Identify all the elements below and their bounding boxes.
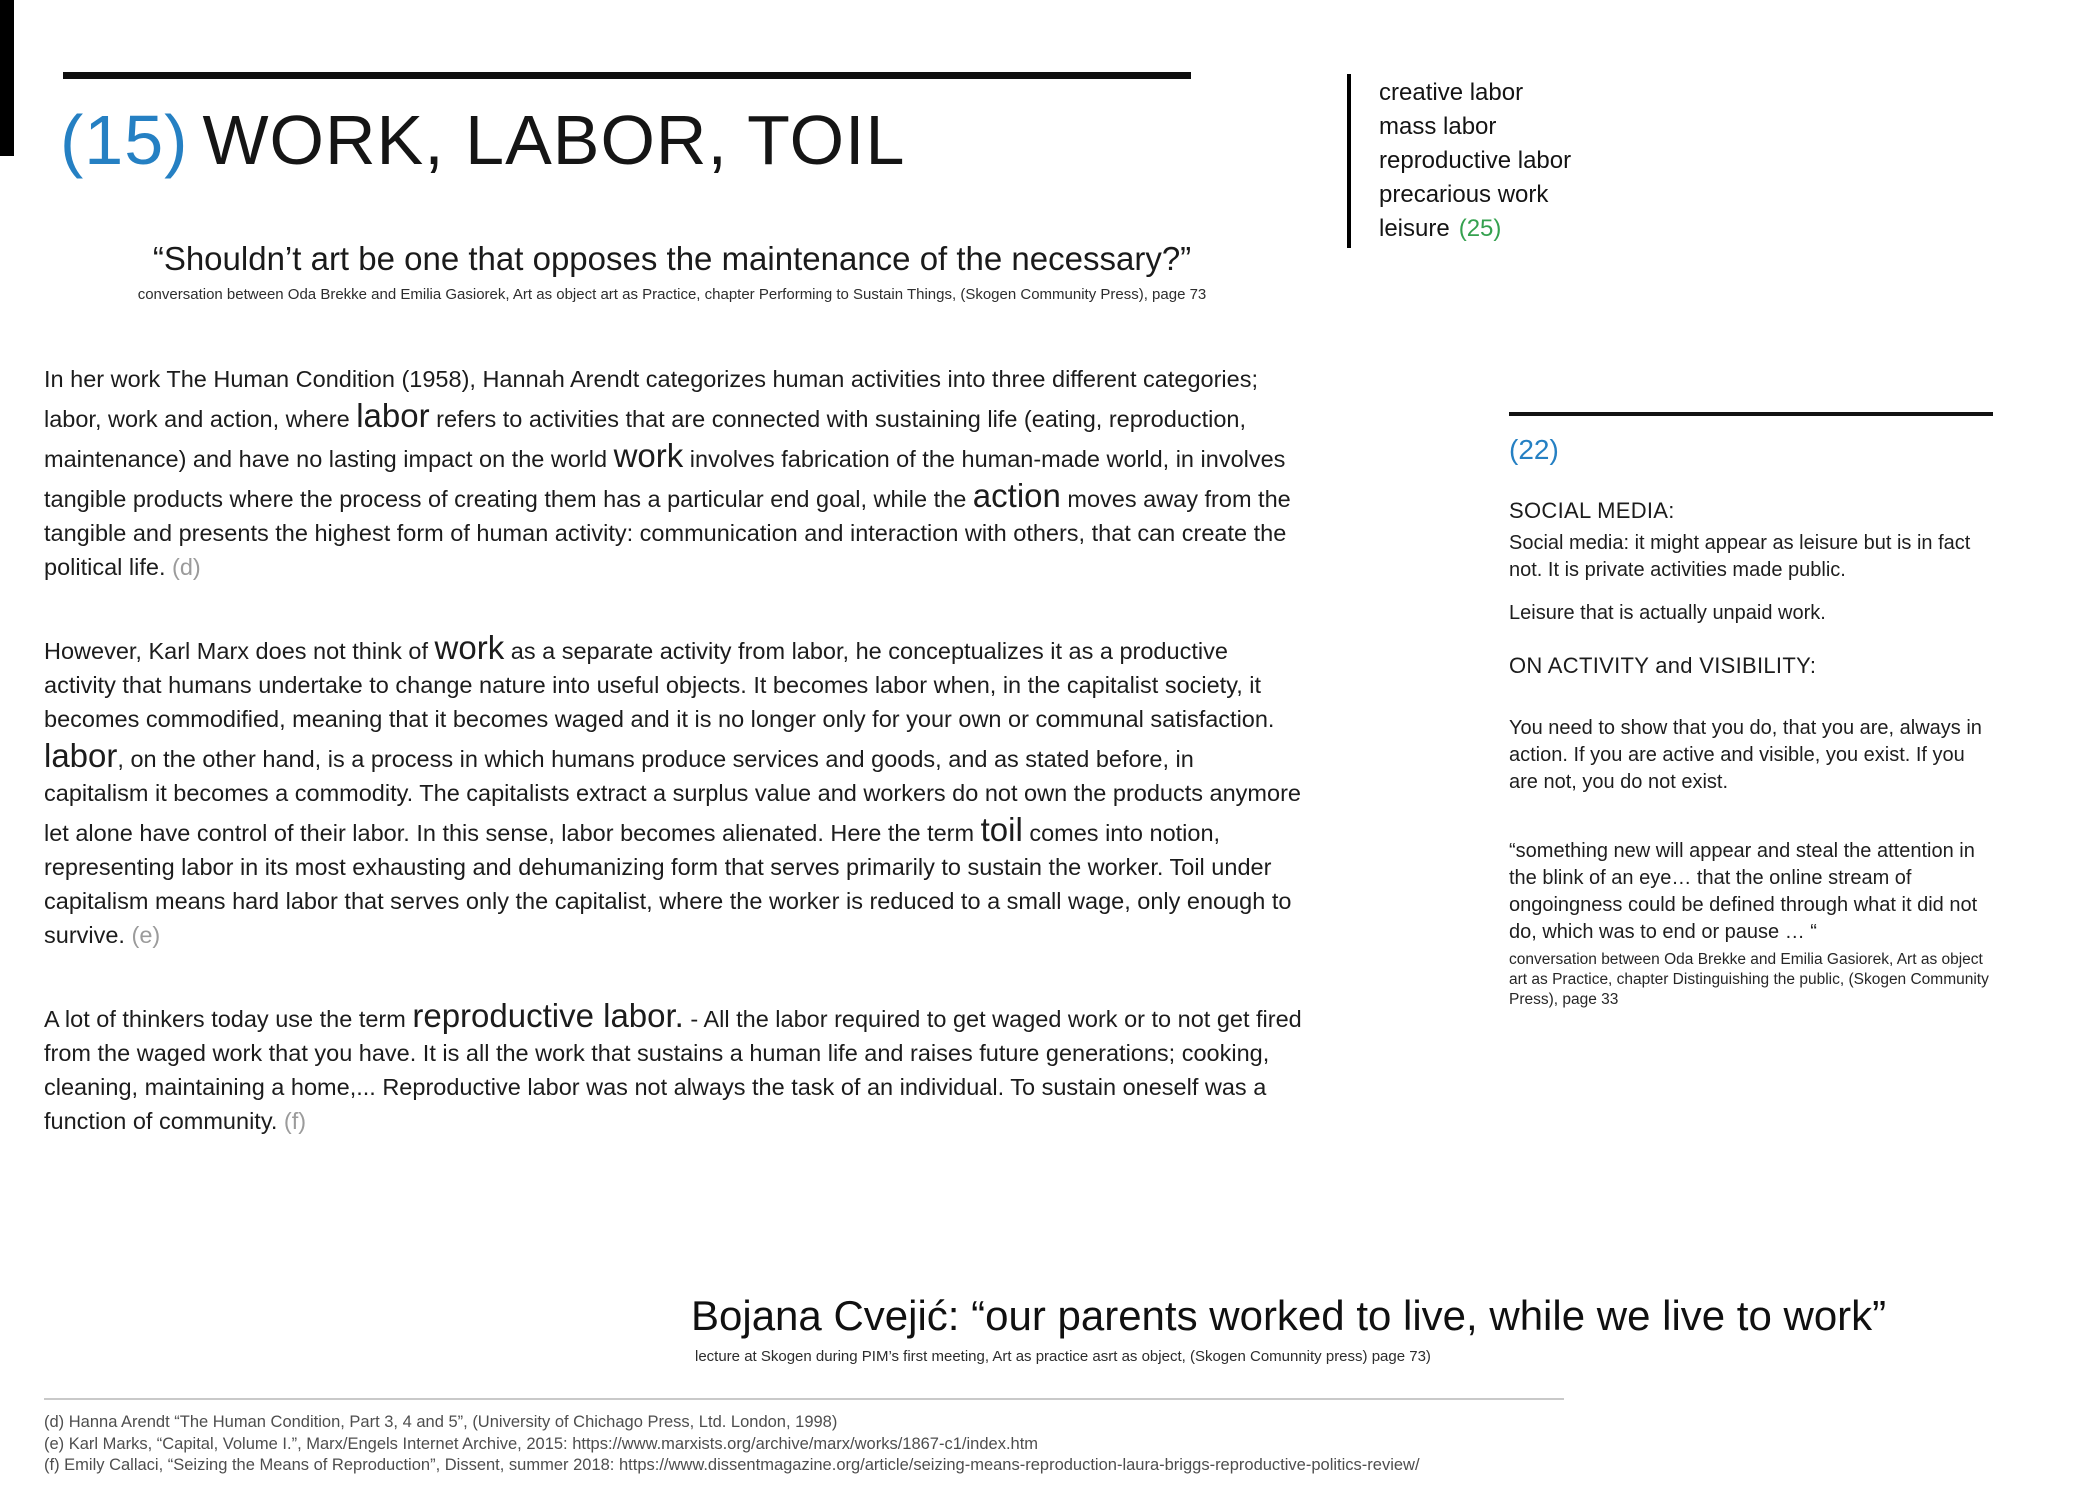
footnote-divider bbox=[44, 1398, 1564, 1400]
paragraph-arendt: In her work The Human Condition (1958), Hannah Arendt categorizes human activities into three different categories; labor, work and action, where labor refers to activities that are connected with sustaining life (eating, reproduction, maintenance) and have no lasting impact on the world work involves fabrication of the human-made world, in involves tangible products where the process of creating them has a particular end goal, while the action moves away from the tangible and presents the highest form of human activity: communication and interaction with others, that can create the political life. (d) bbox=[44, 366, 1291, 580]
body-text-column bbox=[44, 362, 1302, 1138]
title-rule bbox=[63, 72, 1191, 79]
side-note-number: (22) bbox=[1509, 434, 1559, 465]
keyword-label: creative labor bbox=[1379, 79, 1524, 106]
keyword-ref-green: (25) bbox=[1458, 215, 1502, 242]
corner-mark bbox=[0, 0, 14, 156]
side-note bbox=[1509, 412, 1997, 1010]
footnote-e: (e) Karl Marks, “Capital, Volume I.”, Marx/Engels Internet Archive, 2015: https://www.marxists.org/archive/marx/works/1867-c1/index.htm bbox=[44, 1434, 1039, 1453]
page-number: (15) bbox=[60, 101, 189, 179]
keyword-item bbox=[1379, 178, 1580, 212]
side-note-social-text: Social media: it might appear as leisure but is in fact not. It is private activities made public. bbox=[1509, 532, 1971, 581]
page-title bbox=[60, 100, 905, 180]
bottom-quote-attribution: lecture at Skogen during PIM’s first meeting, Art as practice asrt as object, (Skogen Comunnity press) page 73) bbox=[695, 1348, 1431, 1365]
pull-quote bbox=[44, 240, 1300, 303]
side-note-leisure-text: Leisure that is actually unpaid work. bbox=[1509, 602, 1826, 624]
keyword-label: precarious work bbox=[1379, 181, 1549, 208]
footnotes bbox=[44, 1412, 1420, 1477]
pull-quote-attribution: conversation between Oda Brekke and Emilia Gasiorek, Art as object art as Practice, chapter Performing to Sustain Things, (Skogen Community Press), page 73 bbox=[137, 286, 1207, 303]
side-note-quote: “something new will appear and steal the attention in the blink of an eye… that the online stream of ongoingness could be defined through what it did not do, which was to end or pause … “ bbox=[1509, 840, 1978, 943]
keyword-item bbox=[1379, 212, 1580, 246]
keyword-item bbox=[1379, 76, 1580, 110]
side-note-attribution: conversation between Oda Brekke and Emilia Gasiorek, Art as object art as Practice, chapter Distinguishing the public, (Skogen Community Press), page 33 bbox=[1509, 951, 1989, 1008]
side-note-activity-text: You need to show that you do, that you are, always in action. If you are active and visible, you exist. If you are not, you do not exist. bbox=[1509, 717, 1982, 793]
paragraph-marx: However, Karl Marx does not think of work as a separate activity from labor, he conceptualizes it as a productive activity that humans undertake to change nature into useful objects. It becomes labor when, in the capitalist society, it becomes commodified, meaning that it becomes waged and it is no longer only for your own or communal satisfaction. labor, on the other hand, is a process in which humans produce services and goods, and as stated before, in capitalism it becomes a commodity. The capitalists extract a surplus value and workers do not own the products anymore let alone have control of their labor. In this sense, labor becomes alienated. Here the term toil comes into notion, representing labor in its most exhausting and dehumanizing form that serves primarily to sustain the worker. Toil under capitalism means hard labor that serves only the capitalist, where the worker is reduced to a small wage, only enough to survive. (e) bbox=[44, 629, 1301, 948]
keyword-label: mass labor bbox=[1379, 113, 1497, 140]
paragraph-reproductive-labor: A lot of thinkers today use the term reproductive labor. - All the labor required to get waged work or to not get fired from the waged work that you have. It is all the work that sustains a human life and raises future generations; cooking, cleaning, maintaining a home,... Reproductive labor was not always the task of an individual. To sustain oneself was a function of community. (f) bbox=[44, 997, 1302, 1134]
page-title-text: WORK, LABOR, TOIL bbox=[202, 101, 906, 179]
keyword-label: reproductive labor bbox=[1379, 147, 1572, 174]
footnote-f: (f) Emily Callaci, “Seizing the Means of Reproduction”, Dissent, summer 2018: https://www.dissentmagazine.org/article/seizing-means-reproduction-laura-briggs-reproductive-politics-review/ bbox=[44, 1456, 1420, 1474]
pull-quote-text: “Shouldn’t art be one that opposes the maintenance of the necessary?” bbox=[152, 240, 1192, 277]
footnote-d: (d) Hanna Arendt “The Human Condition, Part 3, 4 and 5”, (University of Chichago Press, Ltd. London, 1998) bbox=[44, 1413, 838, 1431]
side-note-heading-social-media: SOCIAL MEDIA: bbox=[1509, 498, 1675, 523]
keyword-item bbox=[1379, 144, 1580, 178]
side-note-heading-activity: ON ACTIVITY and VISIBILITY: bbox=[1509, 653, 1817, 678]
side-note-rule bbox=[1509, 412, 1993, 416]
keyword-label: leisure bbox=[1379, 215, 1450, 242]
bottom-quote-text: Bojana Cvejić: “our parents worked to live, while we live to work” bbox=[691, 1292, 1887, 1339]
keyword-list bbox=[1347, 74, 1580, 248]
keyword-item bbox=[1379, 110, 1580, 144]
bottom-quote bbox=[691, 1292, 1886, 1365]
